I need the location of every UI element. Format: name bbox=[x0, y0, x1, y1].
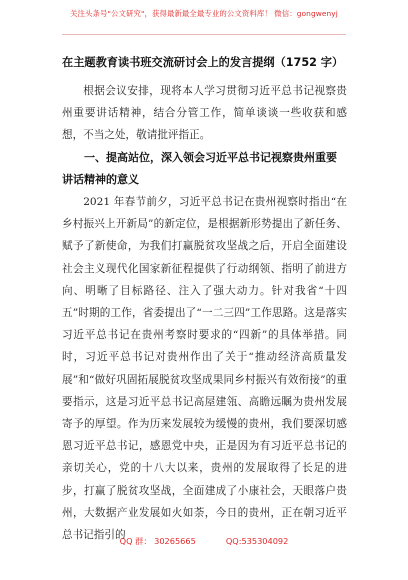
contact-footer bbox=[0, 536, 408, 547]
intro-paragraph: 根据会议安排，现将本人学习贯彻习近平总书记视察贵州重要讲话精神，结合分管工作，简单谈谈一些收获和感想，不当之处，敬请批评指正。 bbox=[62, 85, 347, 142]
section-heading: 一、提高站位，深入领会习近平总书记视察贵州重要讲话精神的意义 bbox=[62, 150, 337, 186]
section-paragraph: 2021 年春节前夕，习近平总书记在贵州视察时指出“在乡村振兴上开新局”的新定位，是根据新形势提出了新任务、赋予了新使命，为我们打赢脱贫攻坚战之后，开启全面建设社会主义现代化国家新征程提供了行动纲领、指明了前进方向、明晰了目标路径、注入了强大动力。针对我省“十四五”时期的工作，省委提出了“一二三四”工作思路。这是落实习近平总书记在贵州考察时要求的“四新”的具体举措。同时，习近平总书记对贵州作出了关于“推动经济高质量发展”和“做好巩固拓展脱贫攻坚成果同乡村振兴有效衔接”的重要指示，这是习近平总书记高屋建瓴、高瞻远瞩为贵州发展寄予的厚望。作为历来发展较为缓慢的贵州，我们要深切感恩习近平总书记，感恩党中央，正是因为有习近平总书记的亲切关心，党的十八大以来，贵州的发展取得了长足的进步，打赢了脱贫攻坚战，全面建成了小康社会，天眼落户贵州，大数据产业发展如火如荼，今日的贵州，正在朝习近平总书记指引的 bbox=[62, 196, 347, 542]
document-title: 在主题教育读书班交流研讨会上的发言提纲（1752 字） bbox=[62, 56, 344, 69]
document-body bbox=[62, 80, 347, 546]
promo-banner: 关注头条号"公文研究"，获得最新最全最专业的公文资料库！ 微信：gongwenyj bbox=[70, 9, 338, 18]
banner-divider bbox=[62, 34, 346, 35]
qq-group-number: QQ 群： 30265665 bbox=[119, 536, 196, 546]
qq-contact-number: QQ:535304092 bbox=[225, 536, 289, 546]
